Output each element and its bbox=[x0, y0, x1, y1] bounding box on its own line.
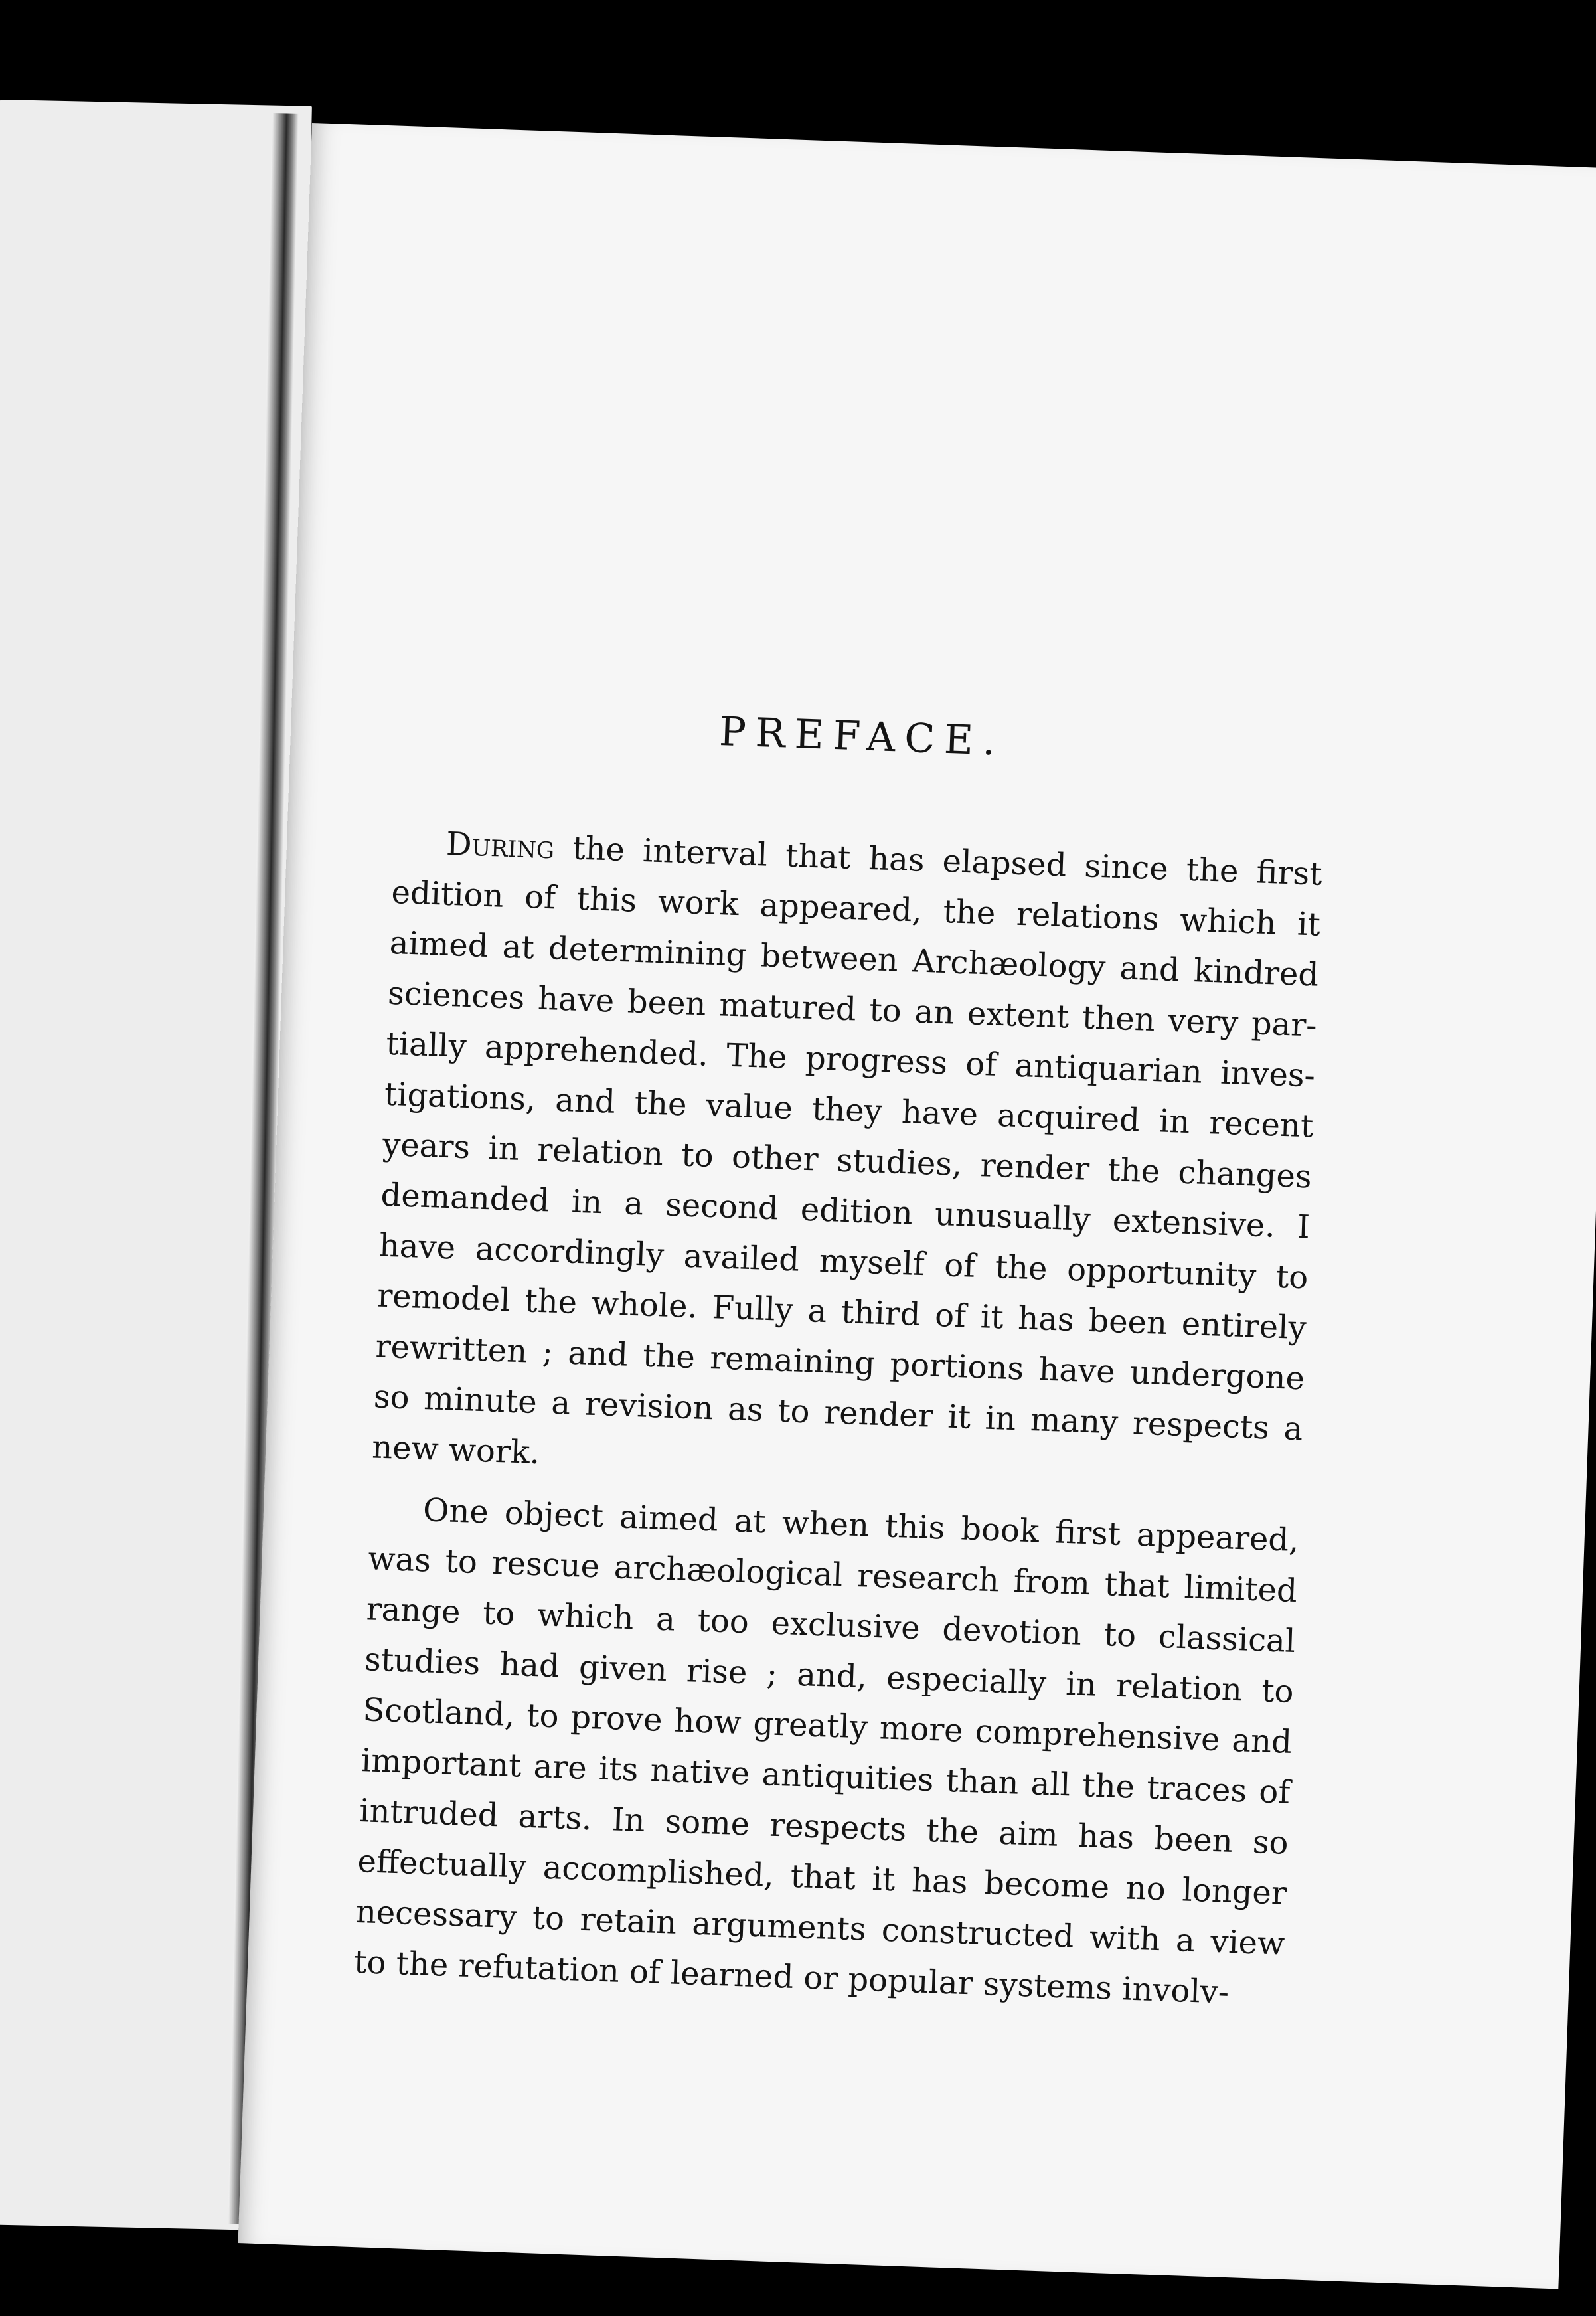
page-text bbox=[353, 697, 1327, 2030]
paragraph-1-text: the interval that has elapsed since the first edition of this work appeared, the relations which it aimed at determining between Archæology and kindred sciences have been matured to an extent then very par-tially apprehended. The progress of antiquarian inves-tigations, and the value they have acquired in recent years in relation to other studies, render the changes demanded in a second edition unusually extensive. I have accordingly availed myself of the opportunity to remodel the whole. Fully a third of it has been entirely rewritten ; and the remaining portions have undergone so minute a revision as to render it in many respects a new work. bbox=[371, 829, 1323, 1472]
paragraph-2 bbox=[353, 1483, 1300, 2019]
paragraph-2-text: One object aimed at when this book first appeared, was to rescue archæological research from that limited range to which a too exclusive devotion to classical studies had given rise ; and, especially in relation to Scotland, to prove how greatly more comprehensive and important are its native antiquities than all the traces of intruded arts. In some respects the aim has been so effectually accomplished, that it has become no longer necessary to retain arguments constructed with a view to the refutation of learned or popular systems involv- bbox=[353, 1491, 1300, 2011]
page-heading: PREFACE. bbox=[718, 708, 1006, 765]
paragraph-1 bbox=[371, 817, 1323, 1505]
paragraph-1-lead: During bbox=[445, 825, 556, 867]
right-page bbox=[238, 123, 1596, 2289]
